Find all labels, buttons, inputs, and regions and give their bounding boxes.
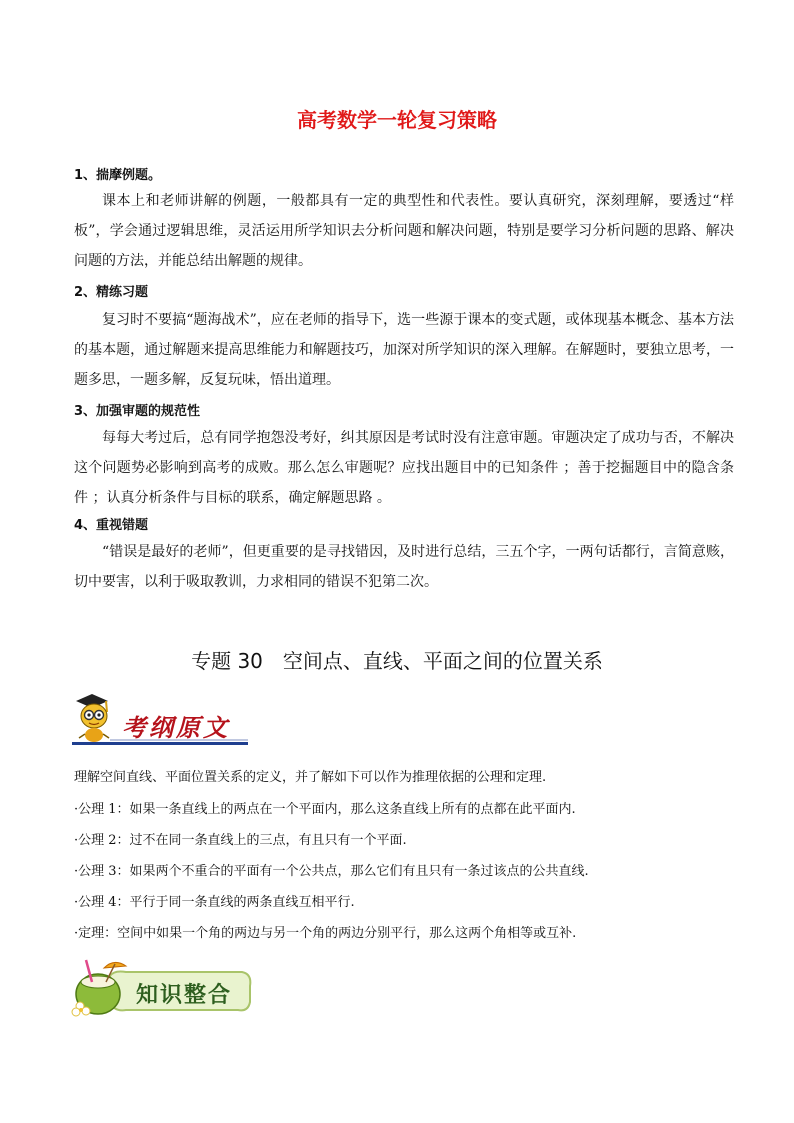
section-3-heading: 3、加强审题的规范性 — [74, 404, 201, 419]
theorem-item: ·定理：空间中如果一个角的两边与另一个角的两边分别平行，那么这两个角相等或互补. — [74, 926, 577, 941]
kaogang-banner-label: 考纲原文 — [122, 713, 230, 742]
zhishi-banner-label: 知识整合 — [136, 982, 233, 1008]
section-1-body: 课本上和老师讲解的例题，一般都具有一定的典型性和代表性。要认真研究，深刻理解，要透过“样板”，学会通过逻辑思维，灵活运用所学知识去分析问题和解决问题，特别是要学习分析问题的思路、解决问题的方法，并能总结出解题的规律。 — [74, 193, 734, 269]
kaogang-intro: 理解空间直线、平面位置关系的定义，并了解如下可以作为推理依据的公理和定理. — [74, 770, 547, 785]
kaogang-banner — [70, 688, 252, 746]
axiom-item: ·公理 2：过不在同一条直线上的三点，有且只有一个平面. — [74, 833, 407, 848]
section-4-heading: 4、重视错题 — [74, 518, 149, 533]
page-title: 高考数学一轮复习策略 — [297, 108, 497, 132]
section-1-heading: 1、揣摩例题。 — [74, 168, 162, 183]
section-2-body: 复习时不要搞“题海战术”，应在老师的指导下，选一些源于课本的变式题，或体现基本概念、基本方法的基本题，通过解题来提高思维能力和解题技巧，加深对所学知识的深入理解。在解题时，要独立思考，一题多思，一题多解，反复玩味，悟出道理。 — [74, 312, 734, 388]
axiom-item: ·公理 1：如果一条直线上的两点在一个平面内，那么这条直线上所有的点都在此平面内. — [74, 802, 576, 817]
topic-title: 专题 30 空间点、直线、平面之间的位置关系 — [191, 649, 603, 673]
section-4-body: “错误是最好的老师”，但更重要的是寻找错因，及时进行总结，三五个字，一两句话都行，言简意赅，切中要害，以利于吸取教训，力求相同的错误不犯第二次。 — [74, 544, 734, 590]
axiom-item: ·公理 4：平行于同一条直线的两条直线互相平行. — [74, 895, 355, 910]
section-2-heading: 2、精练习题 — [74, 285, 149, 300]
section-3-body: 每每大考过后，总有同学抱怨没考好，纠其原因是考试时没有注意审题。审题决定了成功与否，不解决这个问题势必影响到高考的成败。那么怎么审题呢？应找出题目中的已知条件 ；善于挖掘题目中的隐含条件 ；认真分析条件与目标的联系，确定解题思路 。 — [74, 430, 734, 506]
axiom-item: ·公理 3：如果两个不重合的平面有一个公共点，那么它们有且只有一条过该点的公共直线. — [74, 864, 589, 879]
zhishi-banner — [70, 956, 256, 1018]
